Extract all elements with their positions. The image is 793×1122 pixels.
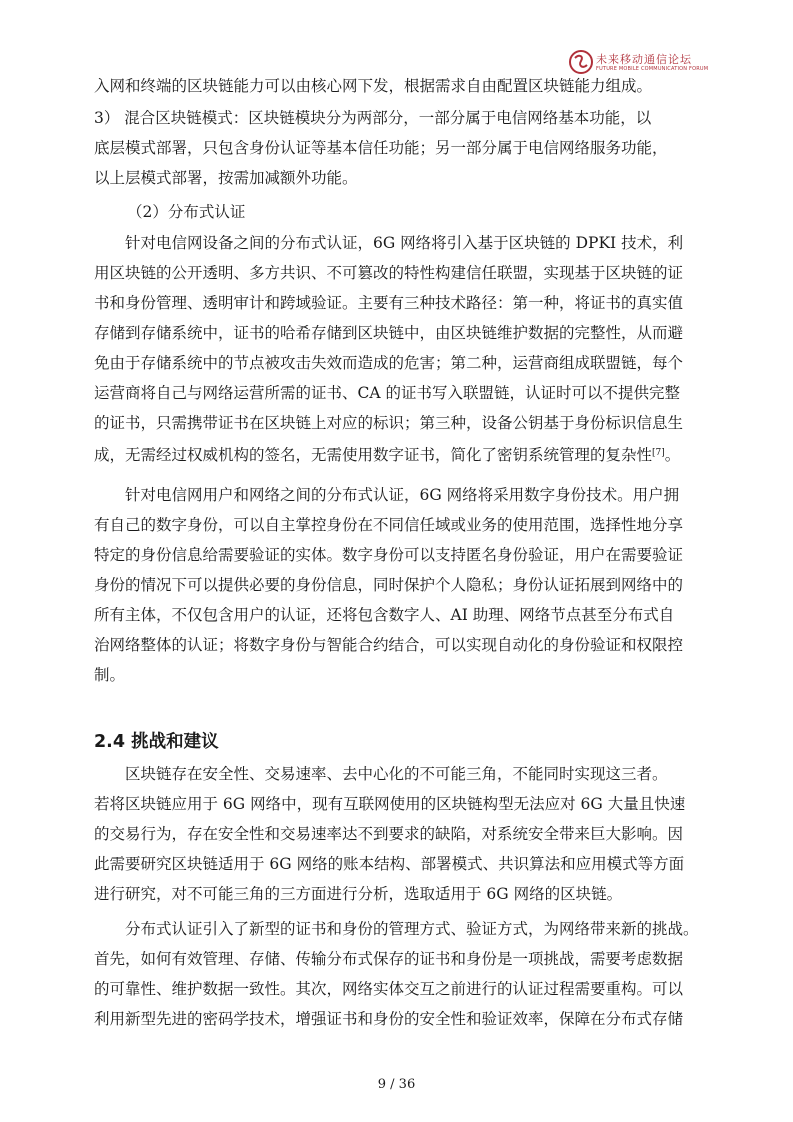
logo-chinese-name: 未来移动通信论坛 bbox=[596, 53, 692, 66]
text-line: 的证书，只需携带证书在区块链上对应的标识；第三种，设备公钥基于身份标识信息生 bbox=[94, 414, 684, 432]
paragraph-hybrid-mode bbox=[94, 103, 698, 193]
text-line: 用区块链的公开透明、多方共识、不可篡改的特性构建信任联盟，实现基于区块链的证 bbox=[94, 264, 684, 282]
text-segment: 。 bbox=[664, 446, 681, 464]
text-line: 所有主体，不仅包含用户的认证，还将包含数字人、AI 助理、网络节点甚至分布式自 bbox=[94, 606, 675, 624]
paragraph-1 bbox=[94, 71, 698, 101]
text-line: 区块链存在安全性、交易速率、去中心化的不可能三角，不能同时实现这三者。 bbox=[125, 765, 668, 783]
text-line: 入网和终端的区块链能力可以由核心网下发，根据需求自由配置区块链能力组成。 bbox=[94, 77, 653, 95]
text-line: 以上层模式部署，按需加减额外功能。 bbox=[94, 169, 358, 187]
text-line: 此需要研究区块链适用于 6G 网络的账本结构、部署模式、共识算法和应用模式等方面 bbox=[94, 855, 685, 873]
text-line: 的可靠性、维护数据一致性。其次，网络实体交互之前进行的认证过程需要重构。可以 bbox=[94, 980, 684, 998]
subsection-heading: （2）分布式认证 bbox=[127, 203, 246, 221]
text-line: 存储到存储系统中，证书的哈希存储到区块链中，由区块链维护数据的完整性，从而避 bbox=[94, 324, 684, 342]
citation-ref[interactable]: [7] bbox=[652, 448, 665, 458]
paragraph-auth-challenge bbox=[94, 914, 698, 1034]
text-line: 底层模式部署，只包含身份认证等基本信任功能；另一部分属于电信网络服务功能， bbox=[94, 139, 668, 157]
text-line: 利用新型先进的密码学技术，增强证书和身份的安全性和验证效率，保障在分布式存储 bbox=[94, 1010, 684, 1028]
paragraph-trilemma bbox=[94, 759, 698, 909]
text-line: 运营商将自己与网络运营所需的证书、CA 的证书写入联盟链，认证时可以不提供完整 bbox=[94, 384, 680, 402]
text-line: 书和身份管理、透明审计和跨域验证。主要有三种技术路径：第一种，将证书的真实值 bbox=[94, 294, 684, 312]
text-line: 首先，如何有效管理、存储、传输分布式保存的证书和身份是一项挑战，需要考虑数据 bbox=[94, 950, 684, 968]
text-line: 的交易行为，存在安全性和交易速率达不到要求的缺陷，对系统安全带来巨大影响。因 bbox=[94, 825, 684, 843]
text-line: 3） 混合区块链模式：区块链模块分为两部分，一部分属于电信网络基本功能，以 bbox=[94, 109, 652, 127]
text-line: 免由于存储系统中的节点被攻击失效而造成的危害；第二种，运营商组成联盟链，每个 bbox=[94, 354, 684, 372]
text-line: 分布式认证引入了新型的证书和身份的管理方式、验证方式，为网络带来新的挑战。 bbox=[125, 920, 699, 938]
text-line: 针对电信网用户和网络之间的分布式认证，6G 网络将采用数字身份技术。用户拥 bbox=[125, 486, 680, 504]
text-line: 若将区块链应用于 6G 网络中，现有互联网使用的区块链构型无法应对 6G 大量且快速 bbox=[94, 795, 686, 813]
text-line: 制。 bbox=[94, 666, 126, 684]
text-line: 针对电信网设备之间的分布式认证，6G 网络将引入基于区块链的 DPKI 技术，利 bbox=[125, 234, 684, 252]
logo-english-name: FUTURE MOBILE COMMUNICATION FORUM bbox=[596, 66, 709, 72]
text-segment: 成，无需经过权威机构的签名，无需使用数字证书，简化了密钥系统管理的复杂性 bbox=[94, 446, 653, 464]
text-line: 有自己的数字身份，可以自主掌控身份在不同信任域或业务的使用范围，选择性地分享 bbox=[94, 516, 684, 534]
text-line: 进行研究，对不可能三角的三方面进行分析，选取适用于 6G 网络的区块链。 bbox=[94, 885, 623, 903]
text-line-last bbox=[94, 438, 698, 470]
page-number: 9 / 36 bbox=[377, 1077, 416, 1092]
paragraph-device-auth bbox=[94, 228, 698, 470]
text-line: 治网络整体的认证；将数字身份与智能合约结合，可以实现自动化的身份验证和权限控 bbox=[94, 636, 684, 654]
text-line: 身份的情况下可以提供必要的身份信息，同时保护个人隐私；身份认证拓展到网络中的 bbox=[94, 576, 684, 594]
text-line: 特定的身份信息给需要验证的实体。数字身份可以支持匿名身份验证，用户在需要验证 bbox=[94, 546, 684, 564]
section-heading: 2.4 挑战和建议 bbox=[94, 732, 219, 752]
paragraph-user-auth bbox=[94, 480, 698, 690]
